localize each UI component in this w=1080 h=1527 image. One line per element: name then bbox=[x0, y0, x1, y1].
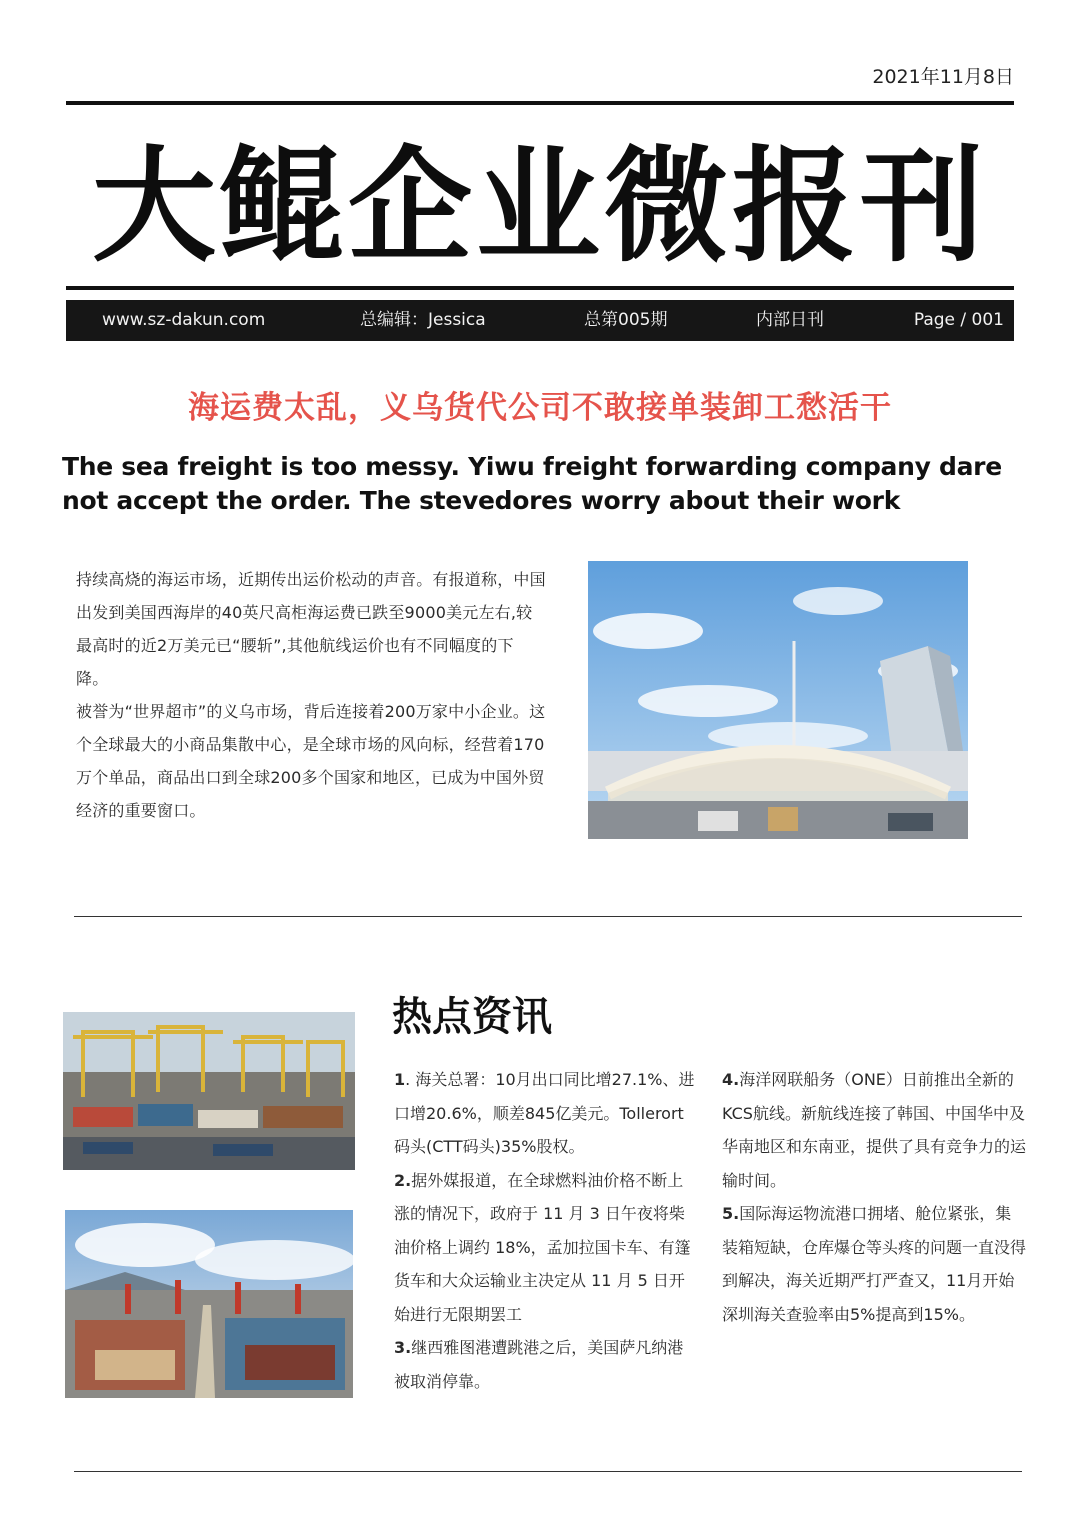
article-paragraph: 持续高烧的海运市场，近期传出运价松动的声音。有报道称，中国出发到美国西海岸的40英尺高柜海运费已跌至9000美元左右,较最高时的近2万美元已“腰斩”,其他航线运价也有不同幅度的下降。 bbox=[76, 570, 546, 688]
publication-type: 内部日刊 bbox=[756, 310, 824, 330]
article-title-en: The sea freight is too messy. Yiwu freight forwarding company dare not accept the order. The stevedores worry about their work bbox=[62, 452, 1002, 515]
news-item: 4.海洋网联船务（ONE）日前推出全新的KCS航线。新航线连接了韩国、中国华中及华南地区和东南亚，提供了具有竞争力的运输时间。 bbox=[722, 1070, 1027, 1190]
news-item: 2.据外媒报道，在全球燃料油价格不断上涨的情况下，政府于 11 月 3 日午夜将柴油价格上调约 18%，孟加拉国卡车、有篷货车和大众运输业主决定从 11 月 5 日开始进行无限期罢工 bbox=[394, 1170, 691, 1324]
news-item: 5.国际海运物流港口拥堵、舱位紧张，集装箱短缺，仓库爆仓等头疼的问题一直没得到解决，海关近期严打严查又，11月开始深圳海关查验率由5%提高到15%。 bbox=[722, 1204, 1027, 1324]
masthead-bottom-rule bbox=[66, 286, 1014, 290]
info-bar bbox=[66, 300, 1014, 341]
article-body bbox=[76, 563, 546, 827]
editor-label: 总编辑：Jessica bbox=[360, 310, 486, 330]
news-item: 1. 海关总署：10月出口同比增27.1%、进口增20.6%，顺差845亿美元。Tollerort码头(CTT码头)35%股权。 bbox=[394, 1070, 695, 1156]
hot-news-column-left bbox=[394, 1063, 699, 1398]
issue-date: 2021年11月8日 bbox=[872, 66, 1014, 88]
article-paragraph: 被誉为“世界超市”的义乌市场，背后连接着200万家中小企业。这个全球最大的小商品集散中心，是全球市场的风向标，经营着170万个单品，商品出口到全球200多个国家和地区，已成为中国外贸经济的重要窗口。 bbox=[76, 702, 546, 820]
website-link[interactable]: www.sz-dakun.com bbox=[102, 310, 266, 330]
masthead-title: 大鲲企业微报刊 bbox=[91, 134, 988, 279]
article-title-cn: 海运费太乱，义乌货代公司不敢接单装卸工愁活干 bbox=[188, 390, 892, 426]
port-cranes-photo bbox=[63, 1012, 355, 1170]
news-item: 3.继西雅图港遭跳港之后，美国萨凡纳港被取消停靠。 bbox=[394, 1338, 684, 1391]
hot-news-title: 热点资讯 bbox=[392, 994, 552, 1040]
page-number: Page / 001 bbox=[913, 310, 1004, 330]
issue-number: 总第005期 bbox=[584, 310, 668, 330]
hot-news-column-right bbox=[722, 1063, 1027, 1331]
yiwu-market-photo bbox=[588, 561, 968, 839]
container-terminal-photo bbox=[65, 1210, 353, 1398]
section-divider bbox=[74, 916, 1022, 917]
top-rule bbox=[66, 101, 1014, 105]
bottom-divider bbox=[74, 1471, 1022, 1472]
